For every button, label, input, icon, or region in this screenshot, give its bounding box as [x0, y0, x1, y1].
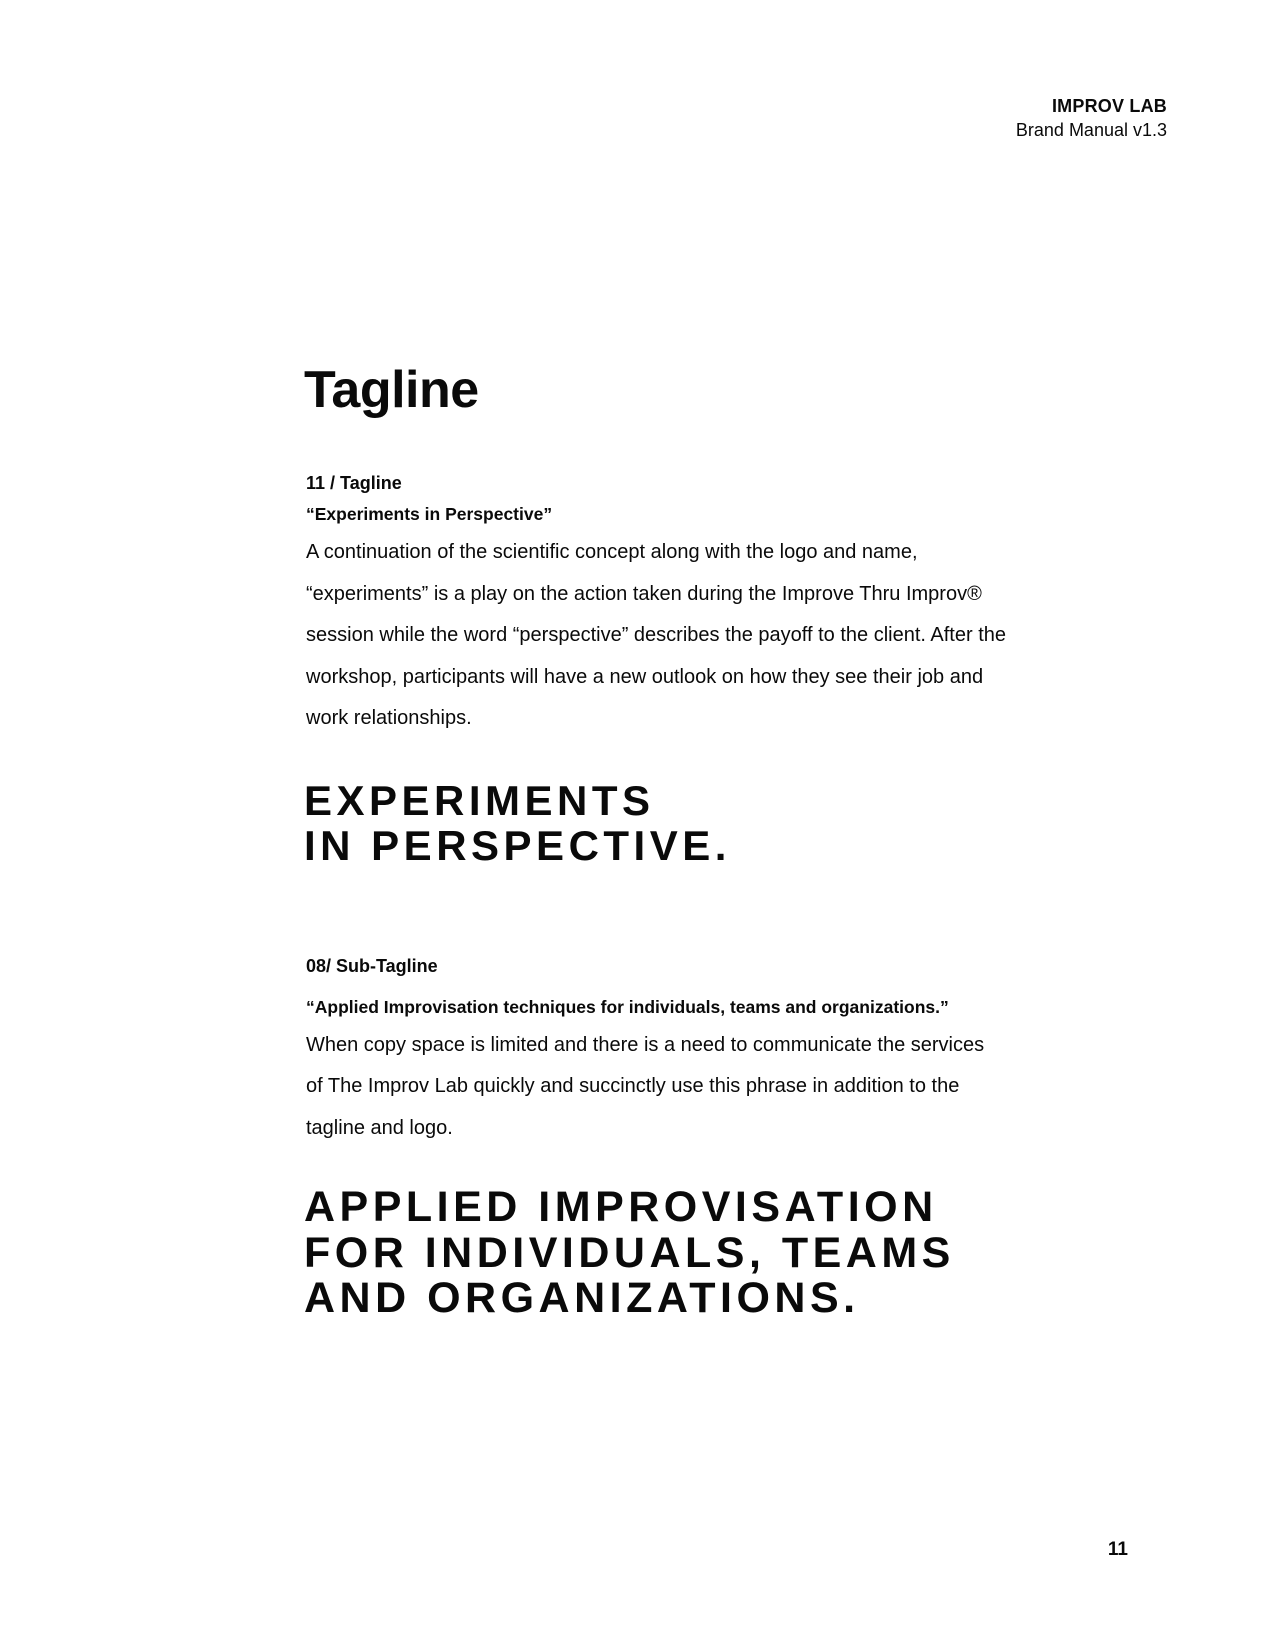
- main-content: [306, 355, 1026, 1322]
- tagline-label: 11 / Tagline: [306, 473, 402, 493]
- manual-version: Brand Manual v1.3: [1015, 120, 1167, 140]
- page-header: [1016, 94, 1167, 142]
- tagline-section: [306, 471, 1026, 868]
- page-title: Tagline: [304, 361, 479, 419]
- tagline-quote: “Experiments in Perspective”: [306, 504, 553, 524]
- sub-tagline-display: APPLIED IMPROVISATION FOR INDIVIDUALS, TEAMS AND ORGANIZATIONS.: [304, 1183, 955, 1322]
- brand-name: IMPROV LAB: [1051, 96, 1167, 116]
- tagline-description: A continuation of the scientific concept along with the logo and name, “experiments” is a play on the action taken during the Improve Thru Improv® session while the word “perspective” describes the payoff to the client. After the workshop, participants will have a new outlook on how they see their job and work relationships.: [306, 541, 1006, 729]
- sub-tagline-quote: “Applied Improvisation techniques for individuals, teams and organizations.”: [306, 996, 949, 1017]
- tagline-display: EXPERIMENTS IN PERSPECTIVE.: [304, 776, 731, 869]
- sub-tagline-description: When copy space is limited and there is a need to communicate the services of The Improv Lab quickly and succinctly use this phrase in addition to the tagline and logo.: [306, 1033, 985, 1139]
- page-number: 11: [1107, 1539, 1128, 1560]
- sub-tagline-label: 08/ Sub-Tagline: [306, 955, 438, 976]
- sub-tagline-section: [306, 954, 1026, 1322]
